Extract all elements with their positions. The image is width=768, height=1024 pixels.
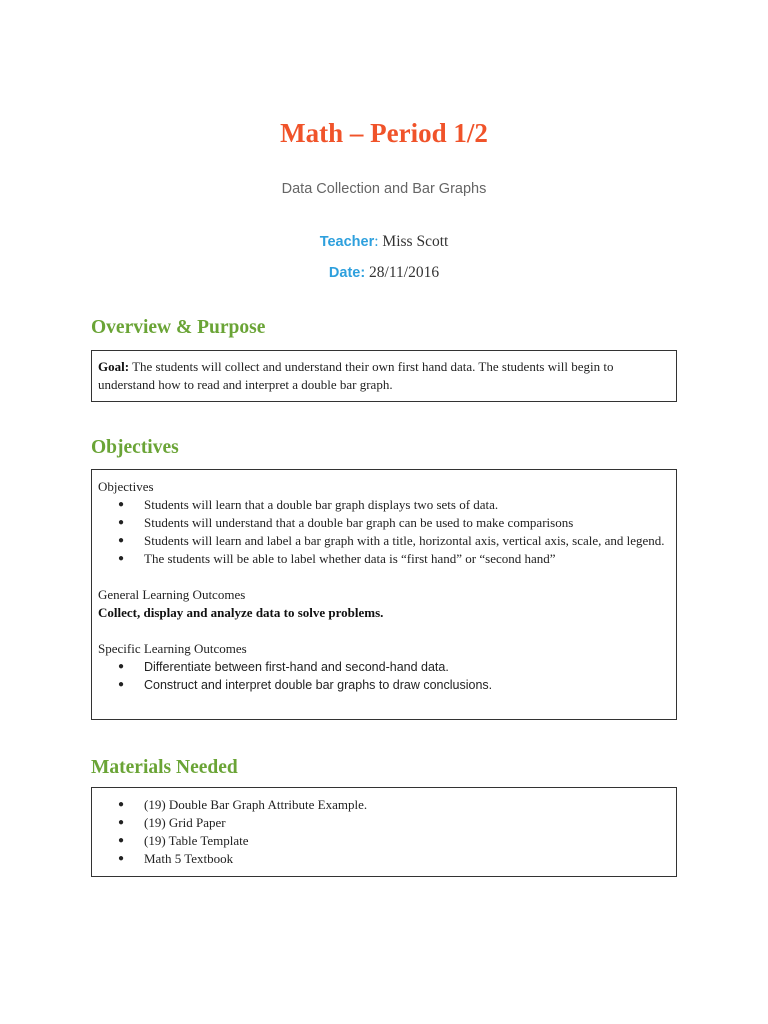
bullet-icon: ● — [118, 517, 125, 528]
goal-label: Goal: — [98, 359, 130, 374]
objectives-box-label: Objectives — [98, 479, 154, 494]
teacher-line — [0, 231, 768, 253]
bullet-icon: ● — [118, 835, 125, 846]
goal-text: The students will collect and understand their own first hand data. The students will begin to understand how to read and interpret a double bar graph. — [98, 359, 614, 392]
list-item: ● (19) Table Template — [118, 833, 249, 848]
bullet-icon: ● — [118, 799, 125, 810]
list-item: ● Differentiate between first-hand and second-hand data. — [118, 660, 449, 674]
general-outcomes-text: Collect, display and analyze data to solve problems. — [98, 605, 384, 620]
bullet-icon: ● — [118, 499, 125, 510]
bullet-icon: ● — [118, 679, 125, 690]
bullet-icon: ● — [118, 535, 125, 546]
general-outcomes-label: General Learning Outcomes — [98, 587, 246, 602]
date-value: 28/11/2016 — [365, 264, 440, 281]
objectives-heading: Objectives — [91, 437, 179, 458]
specific-outcomes-label: Specific Learning Outcomes — [98, 641, 247, 656]
goal-paragraph — [98, 358, 670, 394]
bullet-icon: ● — [118, 853, 125, 864]
teacher-separator: : — [374, 233, 383, 250]
overview-heading: Overview & Purpose — [91, 317, 266, 338]
bullet-icon: ● — [118, 817, 125, 828]
list-item: ● The students will be able to label whether data is “first hand” or “second hand” — [118, 551, 556, 566]
objectives-list — [98, 496, 670, 568]
list-item: ● Students will learn that a double bar graph displays two sets of data. — [118, 497, 499, 512]
objectives-box — [91, 469, 677, 720]
list-item: ● Students will learn and label a bar graph with a title, horizontal axis, vertical axis, scale, and legend. — [118, 533, 665, 548]
teacher-value: Miss Scott — [382, 233, 449, 250]
materials-box — [91, 787, 677, 877]
overview-box — [91, 350, 677, 402]
page-subtitle: Data Collection and Bar Graphs — [281, 181, 487, 197]
list-item: ● (19) Grid Paper — [118, 815, 226, 830]
page-title: Math – Period 1/2 — [280, 118, 488, 148]
bullet-icon: ● — [118, 661, 125, 672]
materials-heading: Materials Needed — [91, 757, 238, 778]
teacher-label: Teacher — [319, 234, 375, 250]
materials-list — [98, 796, 670, 868]
specific-outcomes-list — [98, 658, 670, 694]
list-item: ● Math 5 Textbook — [118, 851, 234, 866]
date-line — [0, 262, 768, 284]
list-item: ● Students will understand that a double bar graph can be used to make comparisons — [118, 515, 574, 530]
bullet-icon: ● — [118, 553, 125, 564]
date-label: Date: — [328, 265, 366, 281]
list-item: ● (19) Double Bar Graph Attribute Example. — [118, 797, 368, 812]
list-item: ● Construct and interpret double bar graphs to draw conclusions. — [118, 678, 493, 692]
